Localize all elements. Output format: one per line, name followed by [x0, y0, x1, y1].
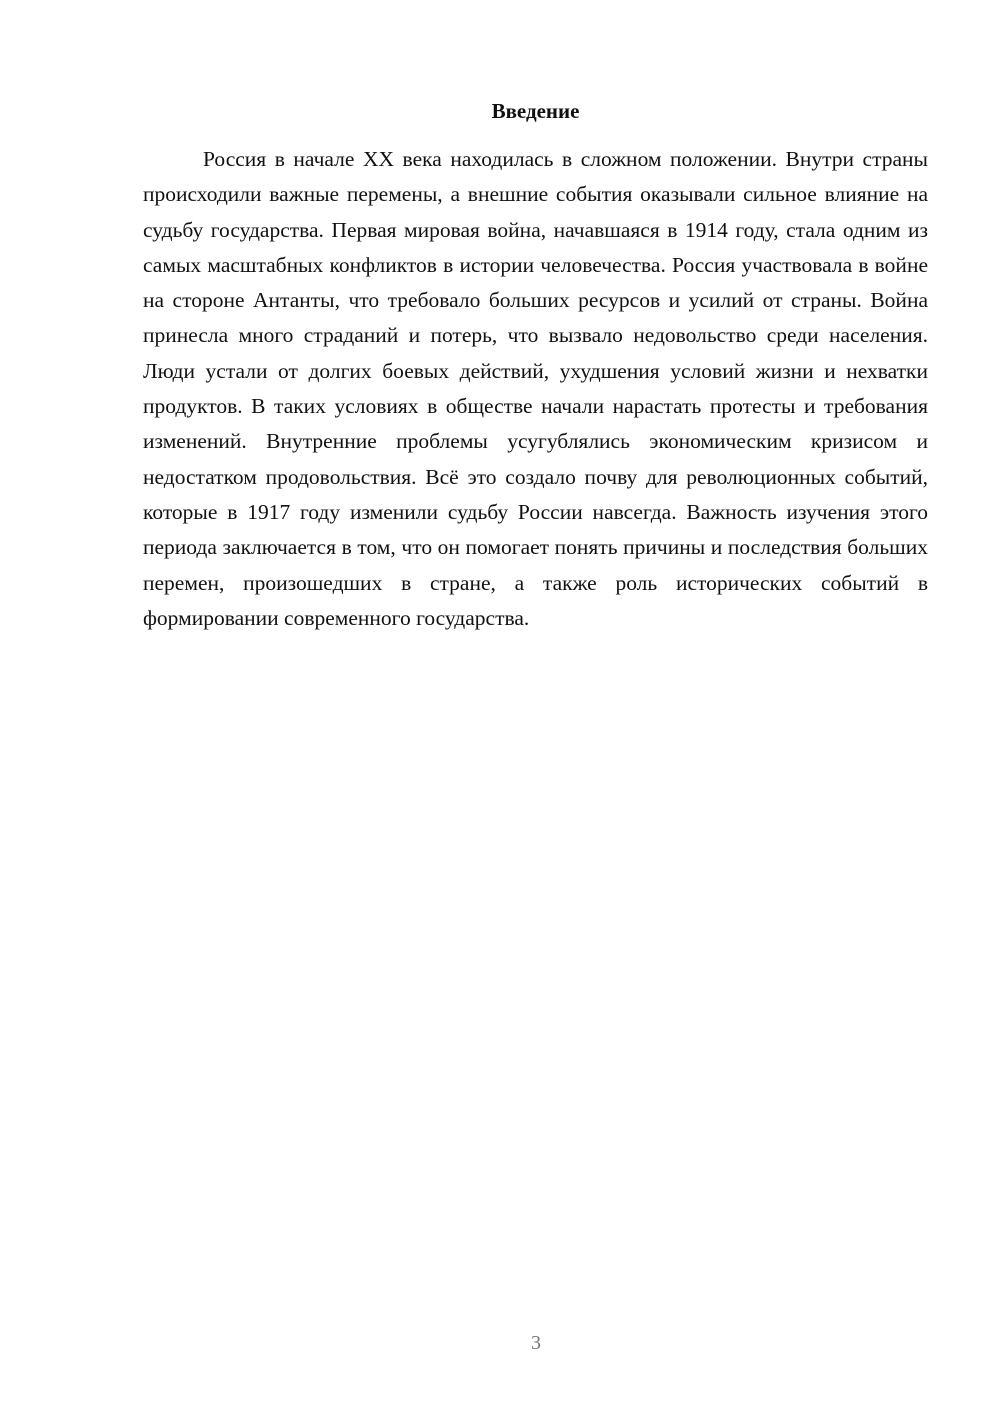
body-paragraph: Россия в начале XX века находилась в сложном положении. Внутри страны происходили важные перемены, а внешние события оказывали сильное влияние на судьбу государства. Первая мировая война, начавшаяся в 1914 году, стала одним из самых масштабных конфликтов в истории человечества. Россия участвовала в войне на стороне Антанты, что требовало больших ресурсов и усилий от страны. Война принесла много страданий и потерь, что вызвало недовольство среди населения. Люди устали от долгих боевых действий, ухудшения условий жизни и нехватки продуктов. В таких условиях в обществе начали нарастать протесты и требования изменений. Внутренние проблемы усугублялись экономическим кризисом и недостатком продовольствия. Всё это создало почву для революционных событий, которые в 1917 году изменили судьбу России навсегда. Важность изучения этого периода заключается в том, что он помогает понять причины и последствия больших перемен, произошедших в стране, а также роль исторических событий в формировании современного государства.: [143, 147, 928, 630]
page-number: 3: [531, 1332, 541, 1354]
section-heading: Введение: [491, 99, 580, 123]
